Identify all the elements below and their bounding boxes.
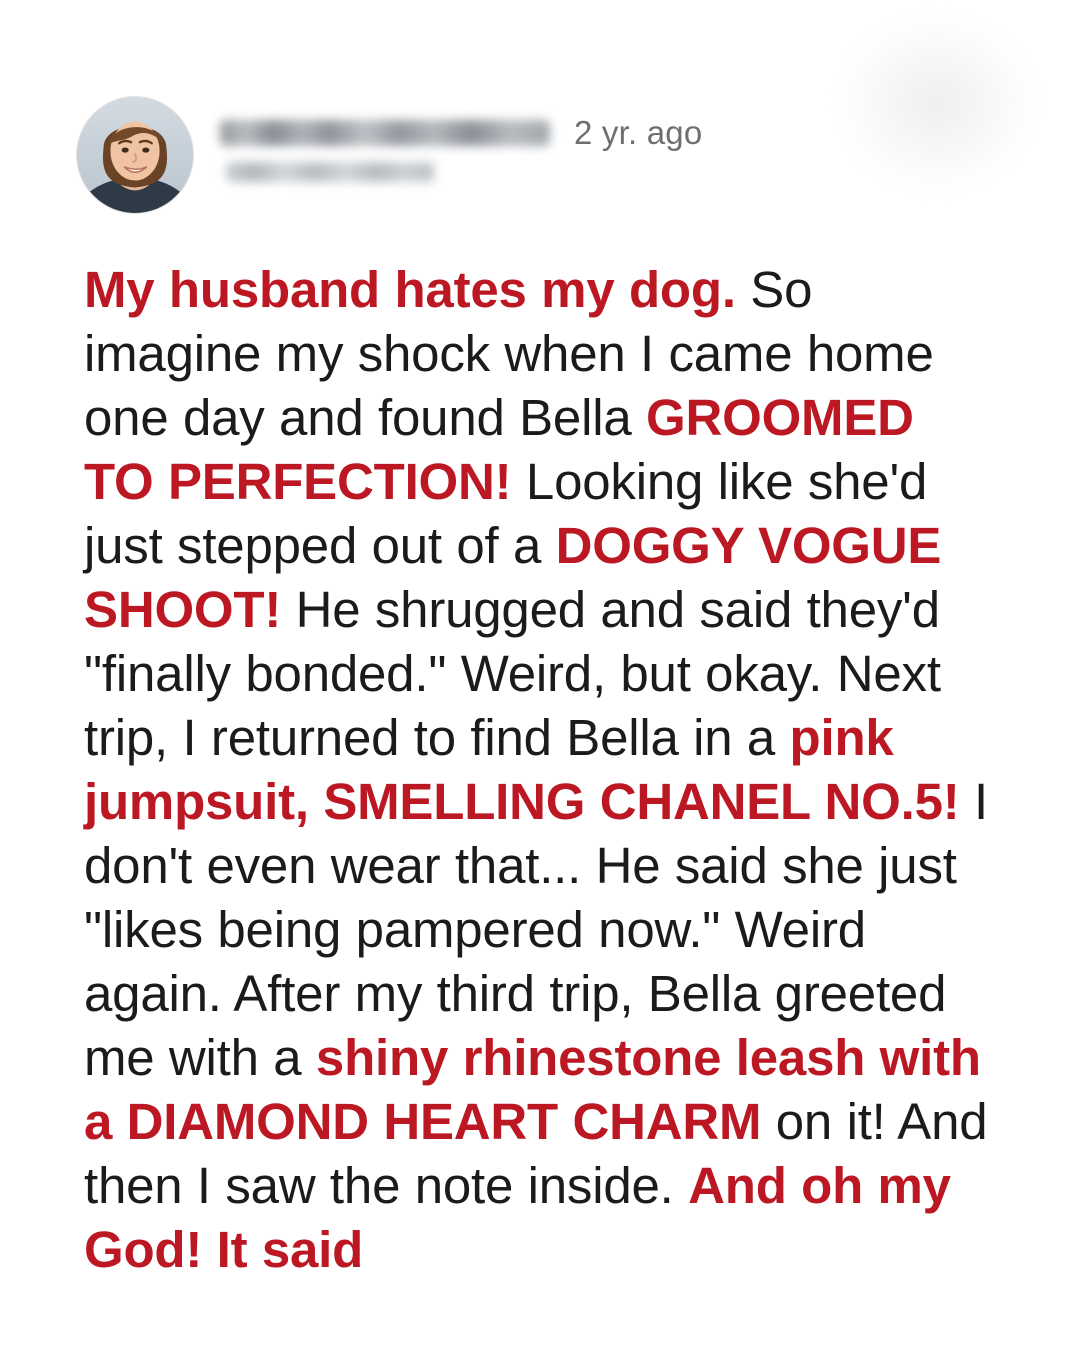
body-plain-segment: on it! And then I saw the note inside. [84,1093,988,1214]
body-highlight-segment: shiny rhinestone leash with a DIAMOND HEART CHARM [84,1029,981,1150]
body-highlight-segment: My husband hates my dog. [84,261,736,318]
post-header [76,96,1020,226]
body-plain-segment: He shrugged and said they'd "finally bonded." Weird, but okay. Next trip, I returned to find Bella in a [84,581,941,766]
author-line [220,114,1020,152]
post-timestamp: 2 yr. ago [574,114,703,151]
avatar[interactable] [76,96,194,214]
body-plain-segment: So imagine my shock when I came home one day and found Bella [84,261,934,446]
post-body-text [84,258,996,1282]
body-highlight-segment: pink jumpsuit, SMELLING CHANEL NO.5! [84,709,960,830]
author-block [220,96,1020,182]
username-redacted[interactable] [220,120,550,146]
body-plain-segment: Looking like she'd just stepped out of a [84,453,928,574]
body-highlight-segment: And oh my God! It said [84,1157,951,1278]
author-subtitle-redacted [226,162,434,182]
body-plain-segment: I don't even wear that... He said she just "likes being pampered now." Weird again. After my third trip, Bella greeted me with a [84,773,989,1086]
body-highlight-segment: GROOMED TO PERFECTION! [84,389,914,510]
body-highlight-segment: DOGGY VOGUE SHOOT! [84,517,942,638]
